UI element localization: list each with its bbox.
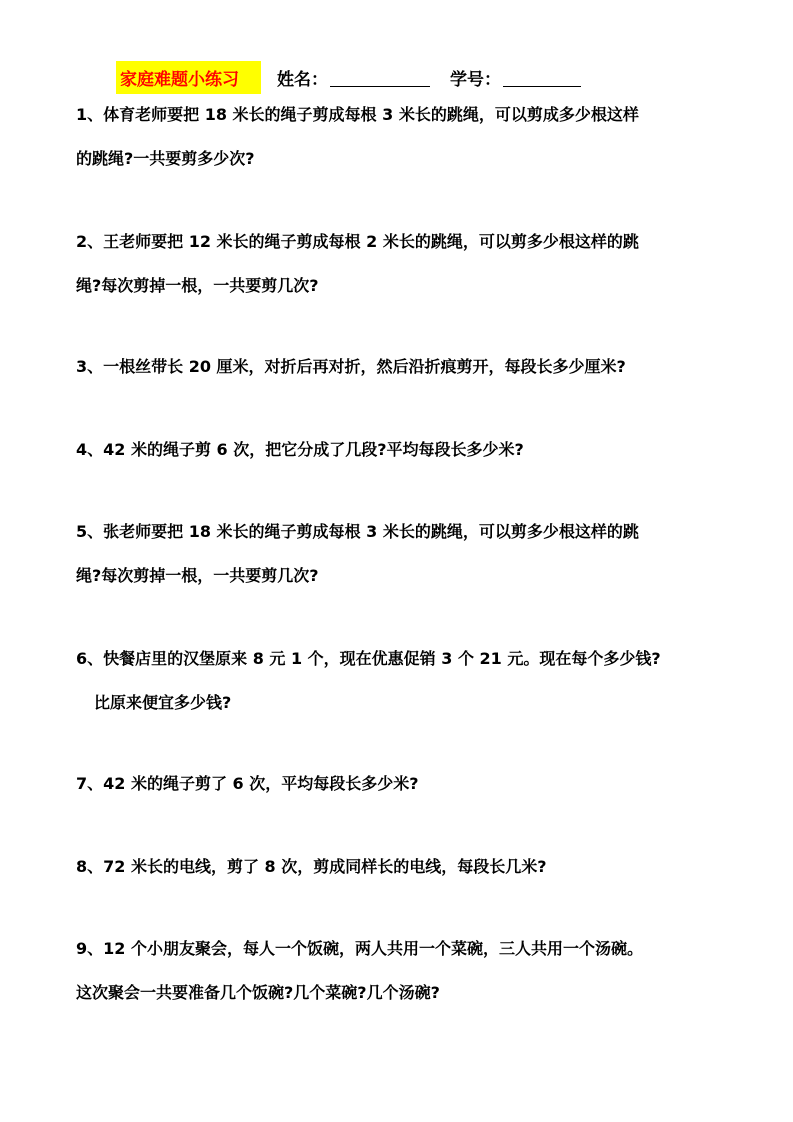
question-line: 比原来便宜多少钱? [94,693,232,712]
question-5 [76,510,726,598]
question-line: 绳?每次剪掉一根，一共要剪几次? [76,276,319,295]
question-8 [76,845,726,889]
question-9 [76,927,726,1015]
question-line: 3、一根丝带长 20 厘米，对折后再对折，然后沿折痕剪开，每段长多少厘米? [76,357,626,376]
question-line: 绳?每次剪掉一根，一共要剪几次? [76,566,319,585]
question-6 [76,637,726,725]
question-line: 5、张老师要把 18 米长的绳子剪成每根 3 米长的跳绳，可以剪多少根这样的跳 [76,522,639,541]
question-2 [76,220,726,308]
question-line: 1、体育老师要把 18 米长的绳子剪成每根 3 米长的跳绳，可以剪成多少根这样 [76,105,639,124]
question-line: 的跳绳?一共要剪多少次? [76,149,255,168]
student-id-label: 学号： [450,69,501,90]
question-3 [76,345,726,389]
question-line: 9、12 个小朋友聚会，每人一个饭碗，两人共用一个菜碗，三人共用一个汤碗。 [76,939,643,958]
question-line: 2、王老师要把 12 米长的绳子剪成每根 2 米长的跳绳，可以剪多少根这样的跳 [76,232,639,251]
name-blank[interactable] [330,68,430,87]
question-line: 6、快餐店里的汉堡原来 8 元 1 个，现在优惠促销 3 个 21 元。现在每个多少钱? [76,649,661,668]
question-1 [76,93,726,181]
question-line: 这次聚会一共要准备几个饭碗?几个菜碗?几个汤碗? [76,983,440,1002]
worksheet-header [116,62,581,92]
student-id-blank[interactable] [503,68,581,87]
name-label: 姓名： [277,69,328,90]
question-line: 4、42 米的绳子剪 6 次，把它分成了几段?平均每段长多少米? [76,440,524,459]
question-line: 8、72 米长的电线，剪了 8 次，剪成同样长的电线，每段长几米? [76,857,547,876]
question-4 [76,428,726,472]
question-line: 7、42 米的绳子剪了 6 次，平均每段长多少米? [76,774,419,793]
question-7 [76,762,726,806]
worksheet-title: 家庭难题小练习 [116,61,261,94]
